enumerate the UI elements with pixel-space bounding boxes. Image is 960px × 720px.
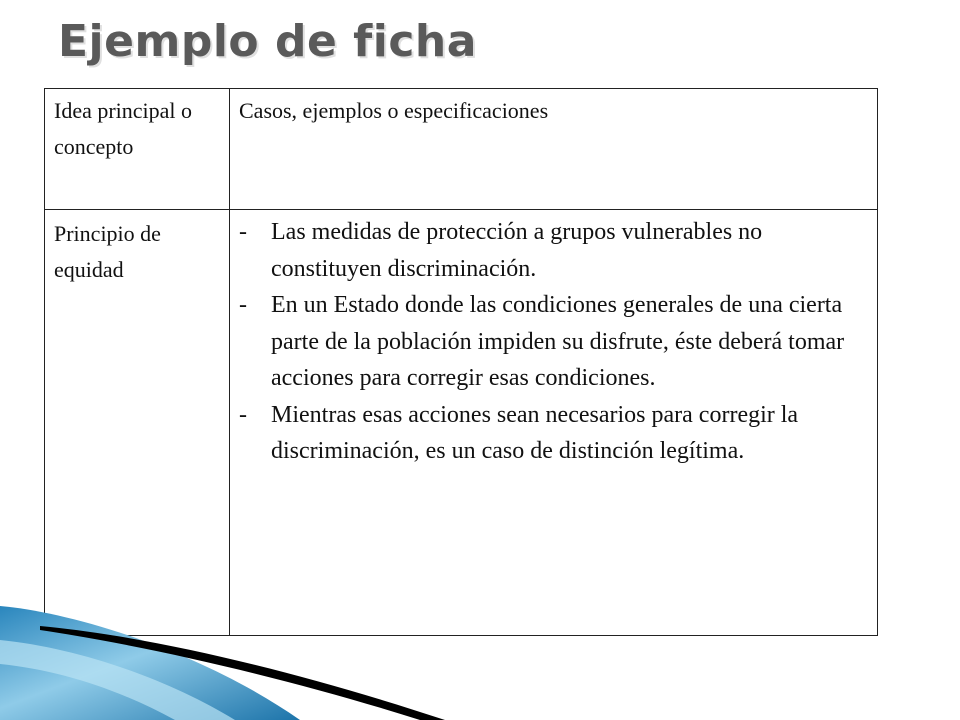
header-cases-label: Casos, ejemplos o especificaciones <box>239 98 549 123</box>
bullet-dash: - <box>239 401 247 428</box>
row-idea-text: Principio de equidad <box>54 221 161 282</box>
slide-title: Ejemplo de ficha <box>58 16 477 67</box>
bullet-text: En un Estado donde las condiciones generales de una cierta parte de la población impiden su disfrute, éste deberá tomar acciones para corregir esas condiciones. <box>271 292 845 391</box>
bullet-text: Mientras esas acciones sean necesarios para corregir la discriminación, es un caso de distinción legítima. <box>271 401 799 464</box>
header-idea-label: Idea principal o concepto <box>54 98 193 159</box>
bullet-dash: - <box>239 292 247 318</box>
bullet-dash: - <box>239 219 247 245</box>
bullet-text: Las medidas de protección a grupos vulnerables no constituyen discriminación. <box>271 219 763 282</box>
